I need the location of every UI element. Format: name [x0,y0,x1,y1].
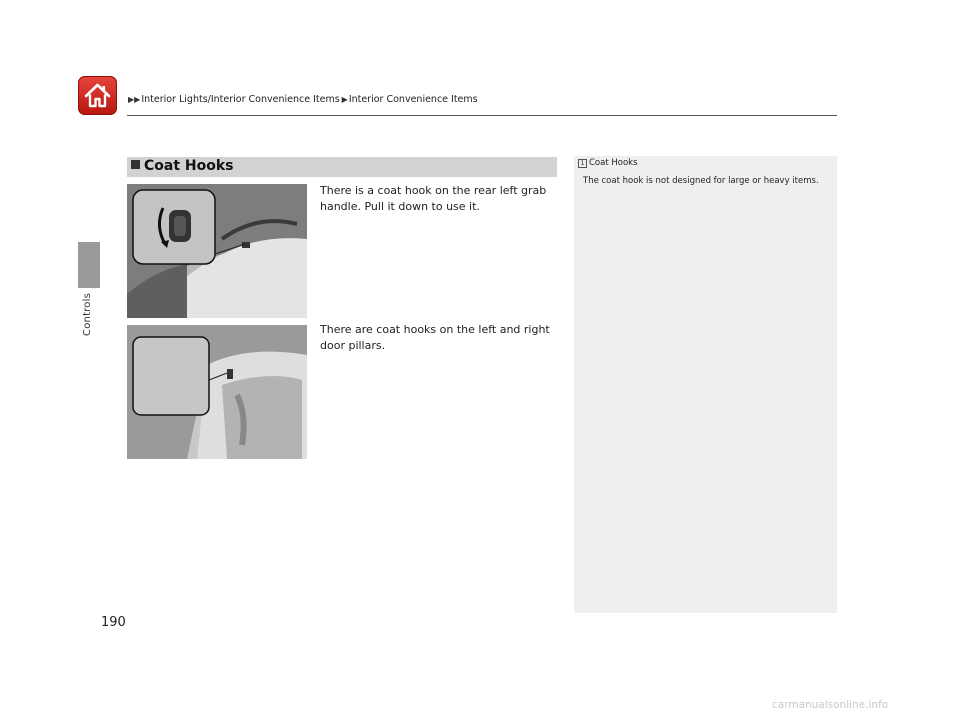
grab-handle-description: There is a coat hook on the rear left grab handle. Pull it down to use it. [320,184,547,213]
chapter-tab[interactable] [78,242,100,288]
page-number: 190 [101,615,126,630]
grab-handle-coat-hook-illustration [127,184,307,318]
door-pillar-coat-hook-illustration [127,325,307,459]
section-title-text: Coat Hooks [144,158,234,174]
breadcrumb-link-interior-convenience[interactable]: Interior Convenience Items [348,94,478,105]
breadcrumb [128,94,478,105]
home-button[interactable] [78,76,117,115]
note-title [578,158,638,168]
breadcrumb-arrow-icon: ▶▶ [128,95,141,104]
header-divider [127,115,837,116]
note-body: The coat hook is not designed for large or heavy items. [583,176,819,186]
watermark: carmanualsonline.info [772,699,889,711]
section-title [131,158,234,174]
note-panel [574,156,837,613]
note-title-text: Coat Hooks [589,158,638,168]
breadcrumb-separator-icon: ▶ [341,95,348,104]
door-pillar-description: There are coat hooks on the left and right door pillars. [320,323,550,352]
breadcrumb-link-interior-lights[interactable]: Interior Lights/Interior Convenience Items [141,94,340,105]
section-bullet-icon [131,160,140,169]
note-marker-icon: 1 [578,159,587,168]
home-icon [83,81,112,110]
chapter-tab-label: Controls [82,293,93,336]
